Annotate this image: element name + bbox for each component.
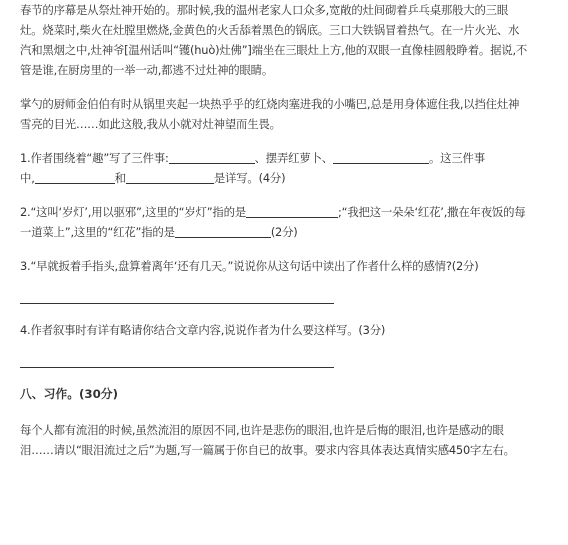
q1-blank-2[interactable] <box>333 151 429 164</box>
passage-line: 掌勺的厨师金伯伯有时从锅里夹起一块热乎乎的红烧肉塞进我的小嘴巴,总是用身体遮住我,以挡住灶神 <box>20 97 520 111</box>
q2-text: 一道菜上”,这里的“红花”指的是 <box>20 225 175 239</box>
q4-text: 4.作者叙事时有详有略请你结合文章内容,说说作者为什么要这样写。(3分) <box>20 323 386 337</box>
passage-line: 灶。烧菜时,柴火在灶膛里燃烧,金黄色的火舌舔着黑色的锅底。三口大铁锅冒着热气。在一片火光、水 <box>20 23 520 37</box>
section-8 <box>20 384 560 460</box>
q3-text: 3.“早就扳着手指头,盘算着离年‘还有几天。”说说你从这句话中读出了作者什么样的感情?(2分) <box>20 259 479 273</box>
passage-line: 雪亮的目光……如此这般,我从小就对灶神望而生畏。 <box>20 117 281 131</box>
q2-blank-1[interactable] <box>246 205 338 218</box>
q1-blank-4[interactable] <box>126 171 214 184</box>
question-4 <box>20 320 560 368</box>
q1-text: 。这三件事 <box>428 151 485 165</box>
question-1 <box>20 148 560 188</box>
question-2 <box>20 202 560 242</box>
q2-blank-2[interactable] <box>175 225 271 238</box>
q1-blank-3[interactable] <box>35 171 115 184</box>
q2-text: (2分) <box>270 225 298 239</box>
reading-passage <box>20 0 560 134</box>
q2-text: 2.“这叫‘岁灯’,用以驱邪”,这里的“岁灯”指的是 <box>20 205 247 219</box>
q2-text: ;“我把这一朵朵‘红花’,撒在年夜饭的每 <box>338 205 526 219</box>
passage-line: 春节的序幕是从祭灶神开始的。那时候,我的温州老家人口众多,宽敞的灶间砌着乒乓桌那般大的三眼 <box>20 3 509 17</box>
q1-text: 1.作者围绕着“趣”写了三件事: <box>20 151 169 165</box>
section-heading: 八、习作。(30分) <box>20 387 118 401</box>
passage-line: 管是谁,在厨房里的一举一动,都逃不过灶神的眼睛。 <box>20 63 274 77</box>
q1-text: 、摆弄红萝卜、 <box>254 151 333 165</box>
essay-prompt-line: 每个人都有流泪的时候,虽然流泪的原因不同,也许是悲伤的眼泪,也许是后悔的眼泪,也许是感动的眼 <box>20 423 504 437</box>
passage-line: 汽和黑烟之中,灶神爷[温州话叫“镬(huò)灶佛”]端坐在三眼灶上方,他的双眼一直像桂圆般睁着。据说,不 <box>20 43 528 57</box>
q1-text: 中, <box>20 171 35 185</box>
question-3 <box>20 256 560 304</box>
essay-prompt-line: 泪……请以“眼泪流过之后”为题,写一篇属于你自已的故事。要求内容具体表达真情实感450字左右。 <box>20 443 515 457</box>
q1-blank-1[interactable] <box>169 151 255 164</box>
q1-text: 和 <box>114 171 126 185</box>
q1-text: 是详写。(4分) <box>213 171 286 185</box>
